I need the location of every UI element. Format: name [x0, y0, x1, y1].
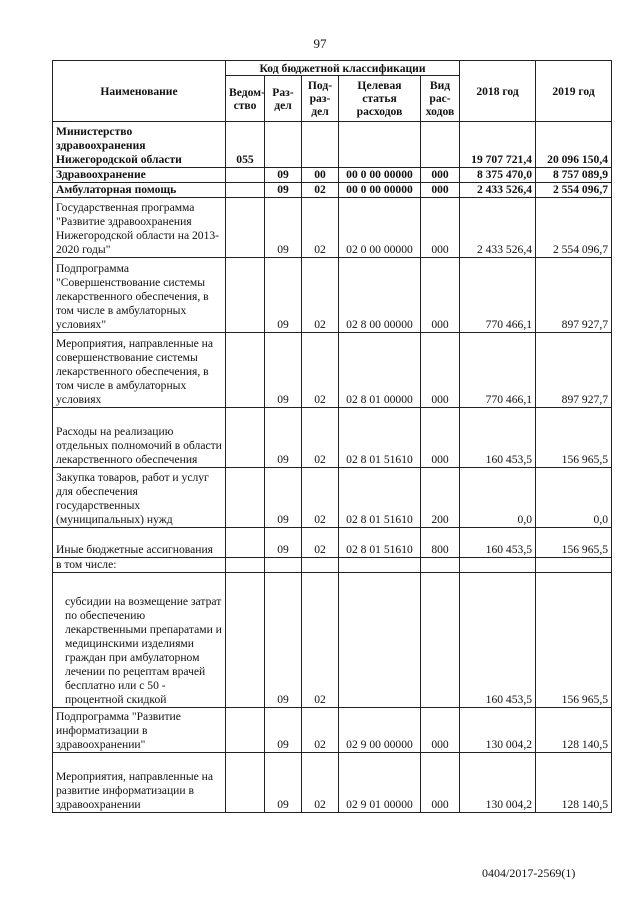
- row-razdel: 09: [265, 183, 302, 198]
- row-podrazdel: 02: [302, 183, 339, 198]
- row-amount-2019: 156 965,5: [536, 408, 612, 468]
- row-razdel: 09: [265, 198, 302, 258]
- row-vedom: [226, 408, 265, 468]
- row-target-article: 02 8 01 51610: [339, 468, 421, 528]
- row-expense-type: 000: [421, 408, 460, 468]
- row-name: Подпрограмма "Развитие информатизации в здравоохранении": [53, 708, 226, 753]
- row-amount-2018: 2 433 526,4: [460, 198, 536, 258]
- table-row: [53, 753, 612, 813]
- row-target-article: 02 9 00 00000: [339, 708, 421, 753]
- row-razdel: 09: [265, 528, 302, 558]
- page-number: 97: [313, 36, 327, 51]
- row-vedom: [226, 168, 265, 183]
- row-podrazdel: 02: [302, 198, 339, 258]
- row-name: Мероприятия, направленные на развитие информатизации в здравоохранении: [53, 753, 226, 813]
- row-vedom: [226, 528, 265, 558]
- header-2019: 2019 год: [536, 61, 612, 122]
- row-name: Расходы на реализацию отдельных полномочий в области лекарственного обеспечения: [53, 408, 226, 468]
- row-podrazdel: 02: [302, 528, 339, 558]
- row-target-article: 02 8 01 51610: [339, 528, 421, 558]
- row-expense-type: [421, 573, 460, 708]
- row-amount-2019: 2 554 096,7: [536, 198, 612, 258]
- row-amount-2018: 160 453,5: [460, 408, 536, 468]
- row-podrazdel: 00: [302, 168, 339, 183]
- row-expense-type: 000: [421, 198, 460, 258]
- row-razdel: 09: [265, 573, 302, 708]
- row-amount-2019: 8 757 089,9: [536, 168, 612, 183]
- row-podrazdel: [302, 122, 339, 168]
- row-razdel: 09: [265, 408, 302, 468]
- row-expense-type: 200: [421, 468, 460, 528]
- row-amount-2019: 0,0: [536, 468, 612, 528]
- row-target-article: [339, 122, 421, 168]
- row-target-article: [339, 573, 421, 708]
- row-amount-2019: [536, 558, 612, 573]
- row-name: Закупка товаров, работ и услуг для обеспечения государственных (муниципальных) нужд: [53, 468, 226, 528]
- row-expense-type: 000: [421, 753, 460, 813]
- row-expense-type: 000: [421, 258, 460, 333]
- row-expense-type: 000: [421, 333, 460, 408]
- row-amount-2018: 0,0: [460, 468, 536, 528]
- row-name: Мероприятия, направленные на совершенствование системы лекарственного обеспечения, в том числе в амбулаторных условиях: [53, 333, 226, 408]
- row-name: Здравоохранение: [53, 168, 226, 183]
- row-amount-2019: 156 965,5: [536, 528, 612, 558]
- row-vedom: [226, 708, 265, 753]
- row-vedom: [226, 573, 265, 708]
- row-amount-2018: 8 375 470,0: [460, 168, 536, 183]
- row-amount-2019: 128 140,5: [536, 708, 612, 753]
- row-target-article: 02 0 00 00000: [339, 198, 421, 258]
- row-razdel: 09: [265, 333, 302, 408]
- row-name: субсидии на возмещение затрат по обеспечению лекарственными препаратами и медицинскими изделиями граждан при амбулаторном лечении по рецептам врачей бесплатно или с 50 - процентной скидкой: [53, 573, 226, 708]
- row-target-article: 02 8 01 51610: [339, 408, 421, 468]
- header-target-article: Целевая статья расходов: [339, 76, 421, 122]
- table-row: [53, 122, 612, 168]
- header-name: Наименование: [53, 61, 226, 122]
- row-podrazdel: 02: [302, 258, 339, 333]
- row-target-article: 02 8 01 00000: [339, 333, 421, 408]
- header-expense-type: Вид рас-ходов: [421, 76, 460, 122]
- row-vedom: [226, 558, 265, 573]
- header-vedom: Ведом-ство: [226, 76, 265, 122]
- header-podrazdel: Под-раз-дел: [302, 76, 339, 122]
- row-vedom: [226, 198, 265, 258]
- row-expense-type: 000: [421, 708, 460, 753]
- table-row: [53, 573, 612, 708]
- row-amount-2019: 897 927,7: [536, 333, 612, 408]
- table-row: [53, 558, 612, 573]
- row-target-article: [339, 558, 421, 573]
- row-name: Государственная программа "Развитие здравоохранения Нижегородской области на 2013-2020 годы": [53, 198, 226, 258]
- table-row: [53, 198, 612, 258]
- row-target-article: 02 8 00 00000: [339, 258, 421, 333]
- table-row: [53, 528, 612, 558]
- row-amount-2018: 160 453,5: [460, 528, 536, 558]
- row-razdel: [265, 558, 302, 573]
- row-podrazdel: [302, 558, 339, 573]
- row-expense-type: [421, 122, 460, 168]
- row-amount-2018: 770 466,1: [460, 258, 536, 333]
- row-target-article: 00 0 00 00000: [339, 183, 421, 198]
- row-vedom: 055: [226, 122, 265, 168]
- table-row: [53, 468, 612, 528]
- document-code: 0404/2017-2569(1): [482, 866, 576, 880]
- row-razdel: 09: [265, 753, 302, 813]
- row-vedom: [226, 468, 265, 528]
- header-razdel: Раз-дел: [265, 76, 302, 122]
- row-target-article: 02 9 01 00000: [339, 753, 421, 813]
- row-razdel: 09: [265, 258, 302, 333]
- row-name: Подпрограмма "Совершенствование системы лекарственного обеспечения, в том числе в амбулаторных условиях": [53, 258, 226, 333]
- row-target-article: 00 0 00 00000: [339, 168, 421, 183]
- row-razdel: 09: [265, 468, 302, 528]
- row-amount-2018: 160 453,5: [460, 573, 536, 708]
- table-row: [53, 408, 612, 468]
- header-2018: 2018 год: [460, 61, 536, 122]
- row-amount-2019: 897 927,7: [536, 258, 612, 333]
- header-classification-group: Код бюджетной классификации: [226, 61, 460, 76]
- row-expense-type: 800: [421, 528, 460, 558]
- row-podrazdel: 02: [302, 708, 339, 753]
- row-razdel: [265, 122, 302, 168]
- budget-table: [52, 60, 612, 813]
- row-amount-2019: 128 140,5: [536, 753, 612, 813]
- row-vedom: [226, 183, 265, 198]
- row-name: в том числе:: [53, 558, 226, 573]
- row-amount-2018: 2 433 526,4: [460, 183, 536, 198]
- row-amount-2018: 130 004,2: [460, 708, 536, 753]
- row-expense-type: [421, 558, 460, 573]
- row-razdel: 09: [265, 168, 302, 183]
- row-amount-2019: 156 965,5: [536, 573, 612, 708]
- row-name: Министерство здравоохранения Нижегородской области: [53, 122, 226, 168]
- row-name: Иные бюджетные ассигнования: [53, 528, 226, 558]
- row-amount-2019: 2 554 096,7: [536, 183, 612, 198]
- table-row: [53, 333, 612, 408]
- table-row: [53, 258, 612, 333]
- row-podrazdel: 02: [302, 333, 339, 408]
- row-podrazdel: 02: [302, 408, 339, 468]
- table-row: [53, 708, 612, 753]
- row-amount-2018: 770 466,1: [460, 333, 536, 408]
- row-vedom: [226, 753, 265, 813]
- row-expense-type: 000: [421, 168, 460, 183]
- row-amount-2018: [460, 558, 536, 573]
- row-podrazdel: 02: [302, 573, 339, 708]
- row-podrazdel: 02: [302, 468, 339, 528]
- row-vedom: [226, 258, 265, 333]
- table-row: [53, 168, 612, 183]
- row-amount-2018: 19 707 721,4: [460, 122, 536, 168]
- row-vedom: [226, 333, 265, 408]
- row-podrazdel: 02: [302, 753, 339, 813]
- row-expense-type: 000: [421, 183, 460, 198]
- table-row: [53, 183, 612, 198]
- row-razdel: 09: [265, 708, 302, 753]
- row-amount-2018: 130 004,2: [460, 753, 536, 813]
- row-amount-2019: 20 096 150,4: [536, 122, 612, 168]
- row-name: Амбулаторная помощь: [53, 183, 226, 198]
